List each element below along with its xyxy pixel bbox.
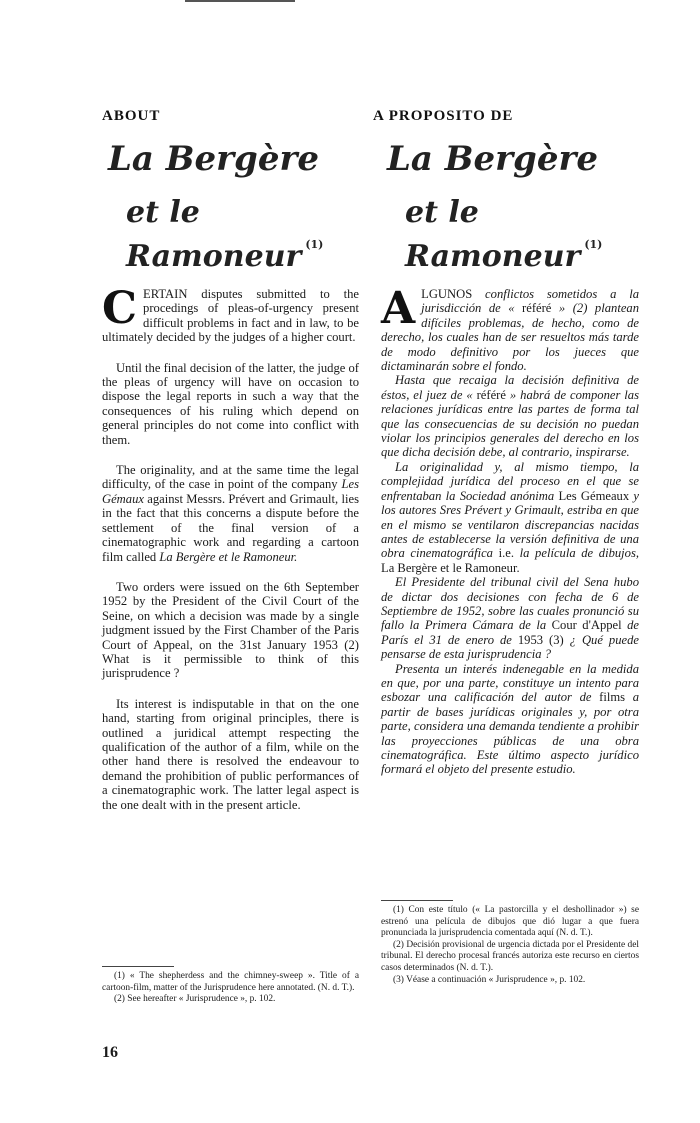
english-footnote-1: (1) « The shepherdess and the chimney-sweep ». Title of a cartoon-film, matter of the Jurisprudence here annotated. (N. d. T.). (102, 971, 359, 993)
spanish-kicker: A PROPOSITO DE (373, 108, 514, 124)
spanish-title-note: (1) (584, 238, 603, 251)
english-footnotes (102, 966, 359, 1006)
english-column (102, 108, 359, 828)
page-number: 16 (102, 1044, 118, 1061)
footnote-rule (102, 966, 174, 967)
english-title-line2: et le Ramoneur (126, 195, 302, 274)
spanish-dropcap: A (381, 283, 416, 334)
english-footnote-2: (2) See hereafter « Jurisprudence », p. 102. (114, 994, 276, 1005)
spanish-column (373, 108, 640, 777)
english-dropcap: C (102, 283, 138, 334)
spanish-paragraph-2: Hasta que recaiga la decisión definitiva de éstos, el juez de « référé » habrá de componer las relaciones jurídicas entre las partes de forma tal que las consecuencias de su decisión no puedan violar los principios generales del derecho en los que dicha decisión debe, al contrario, inspirarse. (381, 373, 640, 460)
spanish-title-line2: et le Ramoneur (405, 195, 581, 274)
english-kicker: ABOUT (102, 108, 161, 124)
spanish-paragraph-3: La originalidad y, al mismo tiempo, la complejidad jurídica del proceso en el que se enfrentaban la Sociedad anónima Les Gémeaux y los autores Sres Prévert y Grimault, estriba en que en el mismo se ventilaron discrepancias nacidas antes de establecerse la versión definitiva de una obra cinematográfica i.e. la película de dibujos, La Bergère et le Ramoneur. (381, 459, 640, 575)
spanish-paragraph-4: El Presidente del tribunal civil del Sena hubo de dictar dos decisiones con fecha de 6 de Septiembre de 1952, sobre las cuales pronunció su fallo la Primera Cámara de la Cour d'Appel de París el 31 de enero de 1953 (3) ¿ Qué puede pensarse de esta jurisprudencia ? (381, 575, 639, 662)
footnote-rule (381, 900, 453, 901)
spanish-footnote-3: (3) Véase a continuación « Jurisprudence », p. 102. (393, 974, 586, 985)
spanish-title-line1: La Bergère (387, 139, 599, 179)
top-rule (185, 0, 295, 2)
english-paragraph-5: Its interest is indisputable in that on the one hand, starting from original principles, there is outlined a juridical attempt respecting the qualification of the author of a film, while on the other hand there is resolved the endeavour to demand the prohibition of public performances of a cinematographic work. The latter legal aspect is the one dealt with in the present article. (102, 696, 359, 812)
english-paragraph-1: CERTAIN disputes submitted to the procedings of pleas-of-urgency present difficult problems in fact and in law, to be ultimately decided by the judges of a higher court. (102, 283, 359, 345)
english-paragraph-3: The originality, and at the same time the legal difficulty, of the case in point of the company Les Gémaux against Messrs. Prévert and Grimault, lies in the fact that this concerns a dispute before the settlement of the final version of a cinematographic work and regarding a cartoon film called La Bergère et le Ramoneur. (102, 463, 359, 564)
english-paragraph-4: Two orders were issued on the 6th September 1952 by the President of the Civil Court of the Seine, on which a decision was made by a single judgment issued by the First Chamber of the Paris Court of Appeal, on the 31st January 1953 (2) What is it permissible to think of this jurisprudence ? (102, 579, 359, 681)
spanish-footnote-1: (1) Con este título (« La pastorcilla y el deshollinador ») se estrenó una película de dibujos que dió lugar a que fuera pronunciada la jurisprudencia comentada aquí (N. d. T.). (381, 905, 639, 939)
spanish-footnote-2: (2) Decisión provisional de urgencia dictada por el Presidente del tribunal. El derecho procesal francés autoriza este recurso en ciertos casos determinados (N. d. T.). (381, 939, 639, 973)
spanish-paragraph-5: Presenta un interés indenegable en la medida en que, por una parte, constituye un intento para esbozar una calificación del autor de films a partir de bases jurídicas originales y, por otra parte, considera una demanda tendiente a prohibir las proyecciones públicas de una obra cinematográfica. Este último aspecto jurídico formará el objeto del presente estudio. (381, 661, 640, 777)
spanish-footnotes (381, 900, 639, 986)
english-title-line1: La Bergère (108, 139, 320, 179)
spanish-paragraph-1: ALGUNOS conflictos sometidos a la jurisdicción de « référé » (2) plantean difíciles problemas, de hecho, como de derecho, los cuales han de ser resueltos más tarde de modo definitivo por los jueces que dictaminarán sobre el fondo. (381, 283, 640, 374)
english-title (102, 137, 359, 287)
spanish-title (381, 137, 639, 287)
english-paragraph-2: Until the final decision of the latter, the judge of the pleas of urgency will have on occasion to dispose the legal reports in such a way that the consequences of his ruling which depend on general principles do not come into conflict with them. (102, 360, 359, 447)
english-title-note: (1) (305, 238, 324, 251)
